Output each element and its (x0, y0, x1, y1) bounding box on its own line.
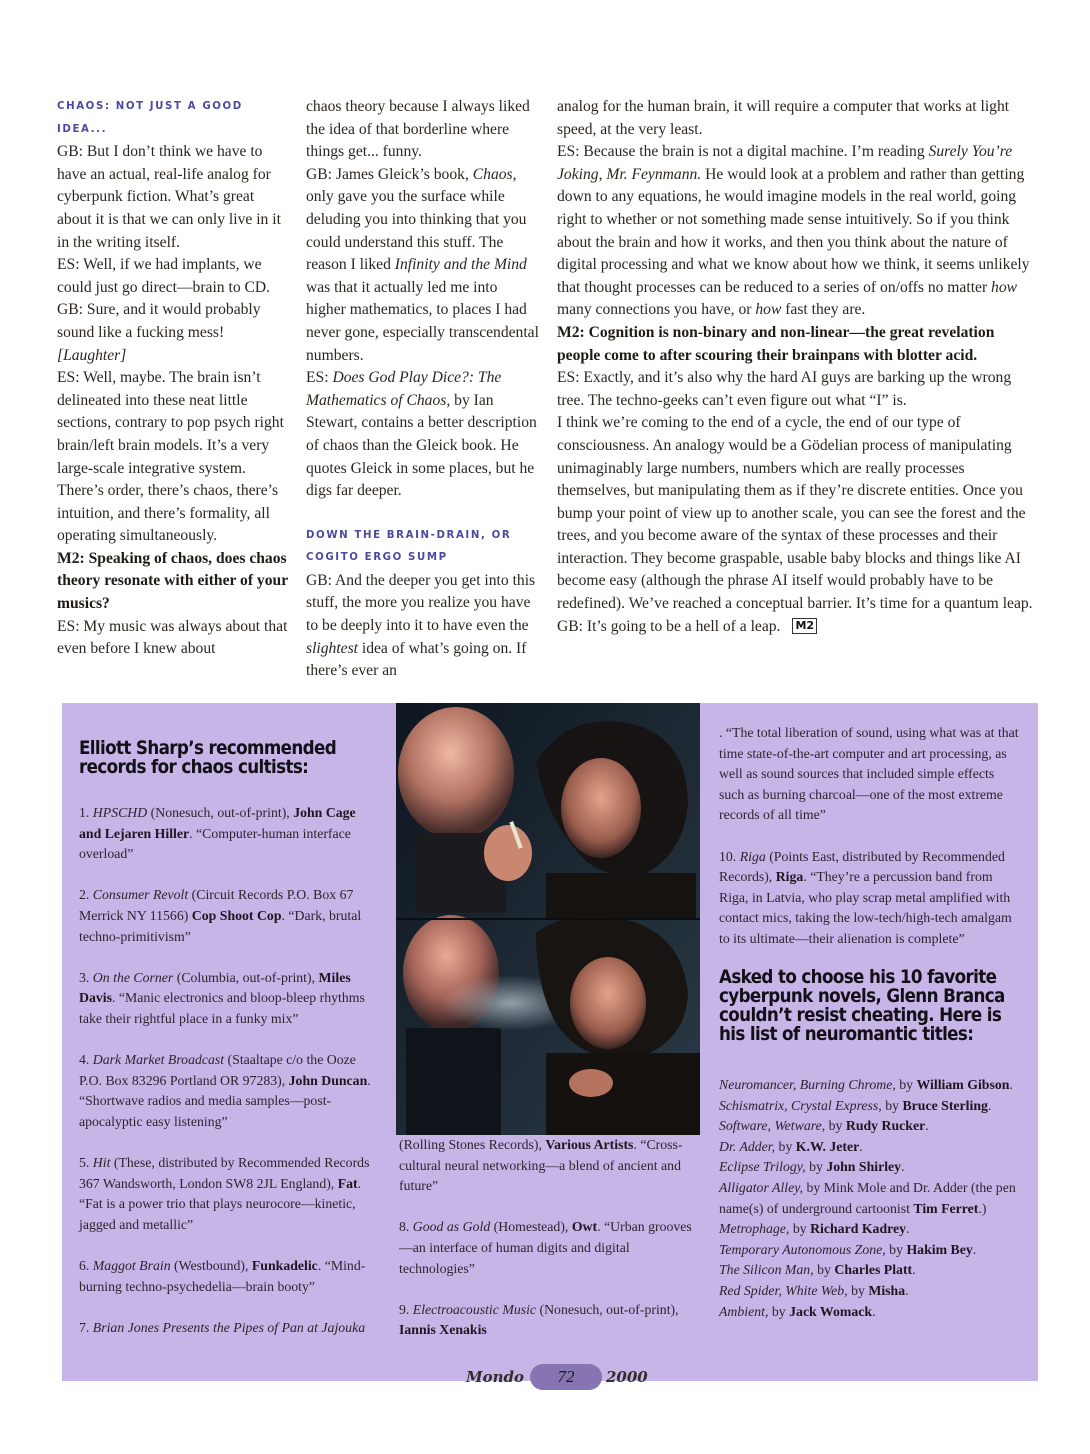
recommendations-sidebar (62, 703, 1038, 1381)
novel-note: . (872, 1303, 876, 1319)
footer-magazine-year: 2000 (606, 1368, 648, 1386)
novel-note: . (906, 1221, 910, 1237)
article-column-3 (557, 96, 1037, 638)
sidebar-heading-records: Elliott Sharp’s recommended records for chaos cultists: (79, 738, 337, 778)
record-artist: Fat (337, 1175, 358, 1191)
record-number: 10. (719, 848, 740, 864)
novel-note: . (901, 1159, 905, 1175)
paragraph: ES: Exactly, and it’s also why the hard AI guys are barking up the wrong tree. The techno-geeks can’t even figure out what “I” is. (557, 369, 1012, 409)
novel-title: Software, Wetware, (719, 1118, 826, 1134)
novel-title: The Silicon Man, (719, 1262, 814, 1278)
paragraph: I think we’re coming to the end of a cycle, the end of our type of consciousness. An analogy would be a Gödelian process of manipulating unimaginably large numbers, numbers which are really processes themselves, but manipulating them as if they’re discrete entities. Once you bump your point of view up to another scale, you can see the forest and the trees, and you become aware of the syntax of these processes and their interaction. They become graspable, usable baby blocks and things like AI become easy (although the phrase AI itself would probably have to be redefined). We’ve reached a conceptual barrier. It’s time for a quantum leap. (557, 414, 1033, 613)
record-title: HPSCHD (92, 805, 148, 820)
novel-by: by (805, 1159, 827, 1175)
novel-author: Misha (868, 1282, 906, 1298)
book-title: Chaos, (472, 165, 517, 183)
record-artist: Riga (775, 869, 804, 885)
novel-item (719, 1219, 1019, 1240)
paragraph-text: fast they are. (781, 301, 866, 319)
record-title: Brian Jones Presents the Pipes of Pan at Jajouka (92, 1319, 366, 1335)
paragraph: ES: My music was always about that even before I knew about (57, 617, 288, 658)
record-title: Consumer Revolt (92, 887, 189, 903)
record-number: 9. (399, 1301, 413, 1317)
record-number: 2. (79, 887, 93, 903)
section-kicker: CHAOS: NOT JUST A GOOD IDEA... (57, 101, 243, 135)
novel-by: by (885, 1241, 907, 1257)
sidebar-heading-novels: Asked to choose his 10 favorite cyberpunk novels, Glenn Branca couldn’t resist cheating. Here is his list of neuromantic titles: (719, 967, 1005, 1045)
novel-title: Red Spider, White Web, (719, 1282, 848, 1298)
novel-item (719, 1075, 1019, 1096)
paragraph-text: only gave you the surface while deluding you into thinking that you could understand this stuff. The reason I liked (306, 188, 527, 274)
record-item-continued (399, 1135, 702, 1197)
record-item (79, 1256, 379, 1297)
record-quote: . “Fat is a power trio that plays neurocore—kinetic, jagged and metallic” (79, 1175, 362, 1232)
record-quote: . “Computer-human interface overload” (79, 825, 351, 862)
record-item (79, 803, 379, 865)
novel-author: Hakim Bey (906, 1241, 973, 1257)
novel-author: K.W. Jeter (795, 1138, 860, 1154)
novel-by: by (813, 1262, 835, 1278)
record-label: (Rolling Stones Records), (399, 1137, 546, 1152)
record-label: (Columbia, out-of-print), (173, 969, 319, 985)
paragraph-text: ES: (306, 369, 333, 387)
paragraph: analog for the human brain, it will require a computer that works at light speed, at the very least. (557, 98, 1010, 138)
paragraph-text: ES: Because the brain is not a digital machine. I’m reading (557, 143, 929, 161)
paragraph-text: GB: It’s going to be a hell of a leap. (557, 617, 781, 635)
emphasis: slightest (306, 639, 358, 657)
record-quote: . “Manic electronics and bloop-bleep rhythms take their rightful place in a funky mix” (79, 990, 365, 1026)
novel-title: Eclipse Trilogy, (719, 1159, 806, 1175)
section-kicker: DOWN THE BRAIN-DRAIN, OR COGITO ERGO SUMP (306, 529, 512, 564)
photo-illustration (396, 703, 700, 1135)
record-artist: Owt (571, 1219, 598, 1235)
paragraph: ES: Well, if we had implants, we could just go direct—brain to CD. (57, 256, 271, 296)
record-number: 8. (399, 1219, 413, 1235)
novel-by: by Mink Mole and Dr. Adder (the pen name(s) of underground cartoonist (719, 1179, 1016, 1216)
record-artist: Cop Shoot Cop (191, 907, 282, 923)
paragraph (306, 570, 541, 683)
paragraph: chaos theory because I always liked the idea of that borderline where things get... funny. (306, 98, 530, 161)
record-number: 4. (79, 1052, 93, 1068)
novel-item (719, 1302, 1019, 1323)
novel-item (719, 1240, 1019, 1261)
record-item-continued (719, 723, 1019, 826)
novel-author: Jack Womack (789, 1303, 873, 1319)
record-artist: John Duncan (288, 1072, 368, 1088)
paragraph-text: GB: James Gleick’s book, (306, 165, 473, 183)
record-label: (Nonesuch, out-of-print), (536, 1301, 679, 1317)
records-list-part-3 (719, 723, 1019, 970)
novel-by: by (768, 1303, 790, 1319)
record-number: 6. (79, 1258, 93, 1274)
novel-title: Temporary Autonomous Zone, (719, 1241, 886, 1257)
records-list-part-2 (399, 1135, 702, 1362)
novel-title: Ambient, (719, 1303, 769, 1319)
novel-author: Charles Platt (834, 1262, 913, 1278)
record-quote: . “The total liberation of sound, using what was at that time state-of-the-art computer and art processing, as well as sound sources that included simple effects such as burning charcoal—one of the most extreme records of all time” (719, 725, 1019, 823)
paragraph: GB: But I don’t think we have to have an actual, real-life analog for cyberpunk fiction. What’s great about it is that we can only live in it in the writing itself. (57, 143, 281, 251)
laughter-note: [Laughter] (57, 346, 127, 364)
page-number-badge: 72 (530, 1364, 602, 1390)
record-number: 5. (79, 1155, 93, 1171)
record-item (79, 1318, 379, 1339)
novel-by: by (825, 1118, 846, 1134)
novel-by: by (895, 1077, 917, 1092)
interviewer-question: M2: Speaking of chaos, does chaos theory resonate with either of your musics? (57, 549, 288, 613)
paragraph-text: GB: Sure, and it would probably sound like a fucking mess! (57, 301, 261, 341)
novel-note: . (859, 1138, 863, 1154)
record-quote: . “Dark, brutal techno-primitivism” (79, 907, 362, 944)
paragraph: ES: Well, maybe. The brain isn’t delineated into these neat little sections, contrary to pop psych right brain/left brain models. It’s a very large-scale integrative system. There’s order, there’s chaos, there’s intuition, and there’s formality, all operating simultaneously. (57, 369, 284, 545)
interviewer-question: M2: Cognition is non-binary and non-linear—the great revelation people come to after scouring their brainpans with blotter acid. (557, 323, 995, 364)
novel-item (719, 1116, 1019, 1137)
book-title: Surely You’re Joking, Mr. Feynmann. (557, 143, 1013, 183)
record-title: Hit (92, 1155, 111, 1171)
novel-author: Tim Ferret (913, 1200, 979, 1216)
novel-item (719, 1281, 1019, 1302)
record-label: (Circuit Records P.O. Box 67 Merrick NY 11566) (79, 887, 354, 923)
novel-title: Schismatrix, Crystal Express, (719, 1097, 882, 1113)
novel-author: William Gibson (916, 1077, 1010, 1092)
article-column-2 (306, 96, 541, 683)
novel-note: . (925, 1118, 929, 1134)
novel-item (719, 1137, 1019, 1158)
record-number: 1. (79, 805, 93, 820)
record-label: (Homestead), (490, 1219, 572, 1235)
paragraph (57, 299, 289, 367)
novel-note: . (912, 1262, 916, 1278)
novel-by: by (881, 1097, 903, 1113)
novel-author: John Shirley (826, 1159, 902, 1175)
footer-magazine-name: Mondo (466, 1368, 525, 1386)
book-title: Does God Play Dice?: The Mathematics of Chaos, (306, 369, 502, 409)
record-label: (Points East, distributed by Recommended Records), (719, 848, 1005, 885)
record-artist: Miles Davis (79, 969, 351, 1006)
paragraph (557, 616, 1037, 639)
novel-by: by (775, 1138, 796, 1154)
page-footer (0, 1364, 1090, 1394)
novel-author: Bruce Sterling (902, 1097, 988, 1113)
paragraph-text: He would look at a problem and rather than getting down to any equations, he would imagine models in the real world, going right to whether or not something made sense intuitively. So if you think about the brain and how it works, and then you think about the nature of digital processing and what we know about how we think, it seems unlikely that thought processes can be reduced to a series of on/offs no matter (557, 165, 1030, 296)
novel-note: .) (978, 1200, 987, 1216)
novel-note: . (987, 1097, 992, 1113)
record-number: 3. (79, 969, 93, 985)
paragraph-text: was that it actually led me into higher mathematics, to places I had never gone, especially transcendental numbers. (306, 278, 539, 364)
paragraph-text: many connections you have, or (557, 301, 756, 319)
record-quote: . “Urban grooves—an interface of human digits and digital technologies” (399, 1219, 692, 1276)
paragraph (306, 164, 541, 367)
record-item (79, 885, 379, 947)
novel-note: . (972, 1241, 977, 1257)
novel-title: Neuromancer, Burning Chrome, (719, 1077, 896, 1092)
paragraph-text: idea of what’s going on. If there’s ever an (306, 639, 527, 680)
paragraph (557, 141, 1037, 322)
record-title: Riga (739, 848, 766, 864)
record-title: Maggot Brain (92, 1258, 171, 1274)
novel-item (719, 1157, 1019, 1178)
novel-title: Dr. Adder, (719, 1138, 776, 1154)
m2-logo-endmark: M2 (792, 618, 817, 634)
musicians-photo (396, 703, 700, 1135)
record-title: On the Corner (92, 969, 174, 985)
novel-note: . (905, 1282, 909, 1298)
record-label: (These, distributed by Recommended Records 367 Wandsworth, London SW8 2JL England), (79, 1155, 370, 1191)
record-item (719, 847, 1019, 950)
novel-item (719, 1096, 1019, 1117)
record-label: (Staaltape c/o the Ooze P.O. Box 83296 Portland OR 97283), (79, 1052, 356, 1088)
record-title: Dark Market Broadcast (92, 1052, 225, 1068)
record-item (79, 968, 379, 1030)
novel-by: by (789, 1221, 811, 1237)
novel-item (719, 1260, 1019, 1281)
record-artist: John Cage and Lejaren Hiller (79, 805, 356, 841)
record-item (399, 1217, 702, 1279)
records-list-part-1 (79, 803, 379, 1359)
paragraph (306, 367, 541, 503)
novel-title: Metrophage, (719, 1221, 790, 1237)
novel-author: Richard Kadrey (810, 1221, 907, 1237)
record-quote: . “Mind-burning techno-psychedelia—brain booty” (79, 1258, 366, 1294)
novel-author: Rudy Rucker (845, 1118, 926, 1134)
record-title: Electroacoustic Music (412, 1301, 537, 1317)
record-artist: Various Artists (545, 1137, 634, 1152)
record-label: (Nonesuch, out-of-print), (147, 805, 294, 820)
record-number: 7. (79, 1319, 93, 1335)
novel-by: by (847, 1282, 869, 1298)
emphasis: how (755, 301, 782, 319)
record-item (79, 1153, 379, 1235)
record-artist: Iannis Xenakis (399, 1322, 487, 1338)
novels-list (719, 1075, 1019, 1322)
article-column-1 (57, 96, 289, 661)
spacer (306, 503, 541, 525)
record-quote: . “Cross-cultural neural networking—a blend of ancient and future” (399, 1137, 683, 1194)
paragraph-text: by Ian Stewart, contains a better description of chaos than the Gleick book. He quotes Gleick in some places, but he digs far deeper. (306, 391, 537, 500)
record-item (79, 1050, 379, 1132)
novel-item (719, 1178, 1019, 1219)
record-title: Good as Gold (412, 1219, 491, 1235)
book-title: Infinity and the Mind (394, 256, 527, 274)
novel-title: Alligator Alley, (719, 1179, 804, 1195)
record-quote: . “They’re a percussion band from Riga, in Latvia, who play scrap metal amplified with contact mics, taking the low-tech/high-tech amalgam to its ultimate—their alienation is complete” (719, 869, 1012, 946)
novel-note: . (1009, 1077, 1013, 1092)
record-label: (Westbound), (170, 1258, 252, 1274)
record-artist: Funkadelic (251, 1258, 318, 1274)
record-item (399, 1300, 702, 1341)
emphasis: how (991, 278, 1018, 296)
record-quote: . “Shortwave radios and media samples—post-apocalyptic easy listening” (79, 1072, 371, 1129)
paragraph-text: GB: And the deeper you get into this stuff, the more you realize you have to be deeply into it to have even the (306, 571, 536, 635)
